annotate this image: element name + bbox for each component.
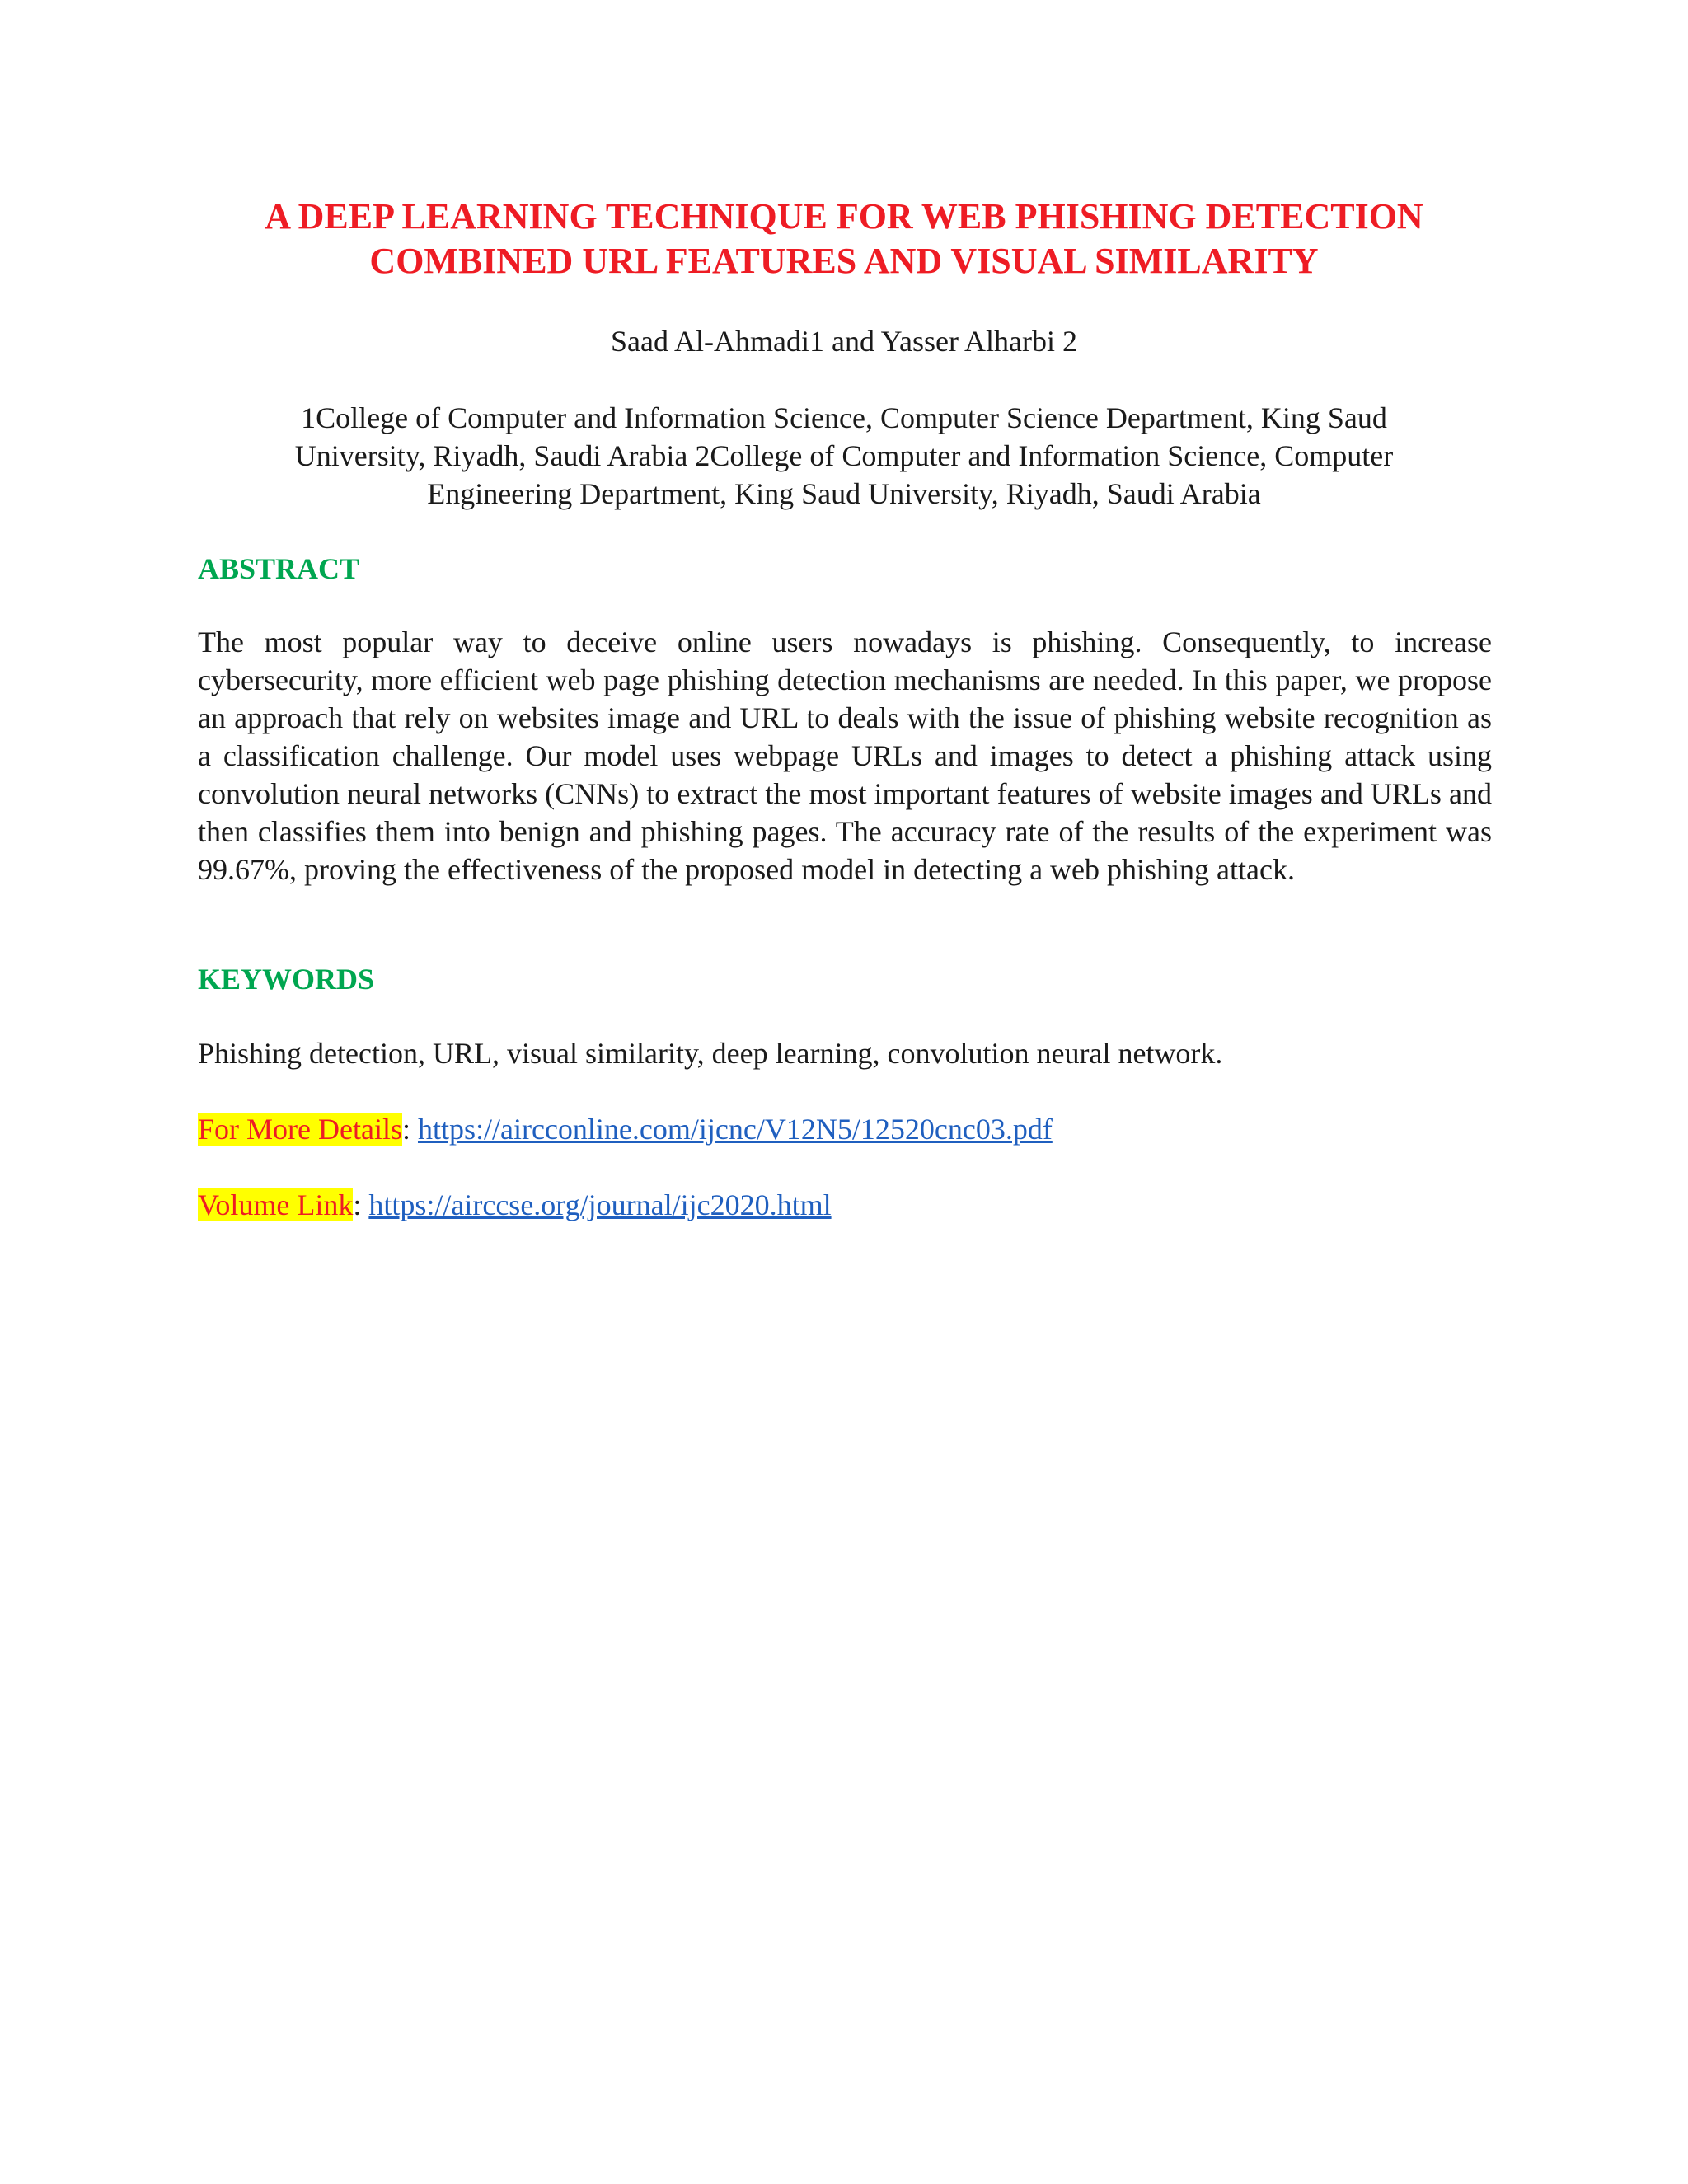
affiliation-line-3: Engineering Department, King Saud University, Riyadh, Saudi Arabia: [427, 477, 1261, 510]
affiliation-line-1: 1College of Computer and Information Science, Computer Science Department, King Saud: [301, 401, 1387, 434]
abstract-heading: ABSTRACT: [198, 552, 360, 585]
volume-link-separator: :: [353, 1188, 362, 1221]
affiliation-line-2: University, Riyadh, Saudi Arabia 2College of Computer and Information Science, Computer: [294, 439, 1394, 472]
keywords-text: Phishing detection, URL, visual similarity, deep learning, convolution neural network.: [198, 1037, 1223, 1070]
more-details-line: [198, 1111, 1053, 1147]
volume-link-label: Volume Link: [198, 1188, 354, 1221]
paper-title-line-2: COMBINED URL FEATURES AND VISUAL SIMILARITY: [369, 241, 1319, 281]
paper-title-line-1: A DEEP LEARNING TECHNIQUE FOR WEB PHISHING DETECTION: [265, 196, 1423, 237]
abstract-text: The most popular way to deceive online users nowadays is phishing. Consequently, to increase cybersecurity, more efficient web page phishing detection mechanisms are needed. In this paper, we propose an approach that rely on websites image and URL to deals with the issue of phishing website recognition as a classification challenge. Our model uses webpage URLs and images to detect a phishing attack using convolution neural networks (CNNs) to extract the most important features of website images and URLs and then classifies them into benign and phishing pages. The accuracy rate of the results of the experiment was 99.67%, proving the effectiveness of the proposed model in detecting a web phishing attack.: [198, 626, 1492, 886]
volume-link[interactable]: https://airccse.org/journal/ijc2020.html: [368, 1188, 832, 1221]
paper-affiliations: [206, 399, 1482, 513]
volume-link-line: [198, 1187, 832, 1223]
keywords-heading: KEYWORDS: [198, 963, 375, 996]
paper-title: [165, 194, 1523, 284]
more-details-label: For More Details: [198, 1113, 402, 1146]
paper-authors: Saad Al-Ahmadi1 and Yasser Alharbi 2: [611, 325, 1077, 358]
more-details-link[interactable]: https://aircconline.com/ijcnc/V12N5/12520cnc03.pdf: [417, 1113, 1053, 1146]
more-details-separator: :: [401, 1113, 410, 1146]
